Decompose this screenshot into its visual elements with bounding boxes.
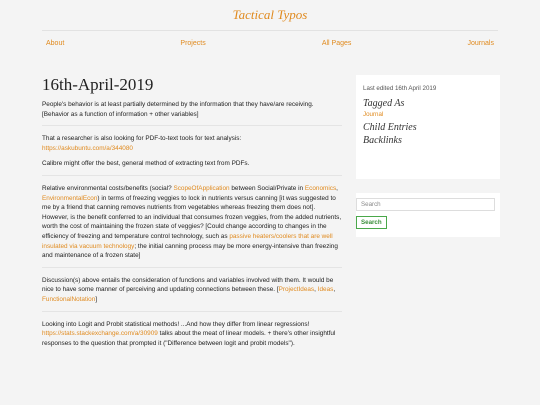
scope-of-application-link[interactable]: ScopeOfApplication	[173, 184, 230, 192]
economics-link[interactable]: Economics	[304, 184, 337, 192]
ideas-link[interactable]: Ideas	[317, 286, 334, 294]
nav-all-pages[interactable]: All Pages	[321, 40, 352, 47]
site-header	[0, 0, 540, 30]
paragraph-text: Discussion(s) above entails the consideration of functions and variables involved with them. It would be nice to have some manner of perceiving and updating connections between these. [	[42, 276, 334, 294]
entry-paragraph-environment	[42, 184, 342, 261]
paragraph-text: ,	[333, 286, 336, 294]
entry-divider	[42, 175, 342, 176]
nav-projects[interactable]: Projects	[180, 40, 206, 47]
paragraph-text: ) in terms of freezing veggies to lock in nutrients versus canning [it was suggested to me by a friend that canning removes nutrients from vegetables whereas freezing them does not]. However, is the benefit conferred to an individual that consumes frozen veggies, from the added nutrients, worth the cost of maintaining the frozen state of veggies? [Could change according to changes in the efficiency of freezing and temperature control technology, such as	[42, 194, 342, 240]
paragraph-text: talks about the meat of linear models. + there's other insightful responses to the question that prompted it ("Difference between logit and probit models").	[42, 330, 336, 347]
paragraph-text: ; the initial canning process may be more energy-intensive than freezing and maintenance of a frozen state]	[42, 242, 338, 260]
site-title[interactable]: Tactical Typos	[232, 7, 308, 22]
search-input[interactable]	[356, 198, 495, 211]
paragraph-text: ,	[314, 286, 318, 294]
nav-journals[interactable]: Journals	[467, 40, 494, 47]
page-info-card	[356, 75, 500, 179]
entry-paragraph-logit	[42, 320, 342, 349]
passive-heaters-link[interactable]: passive heaters/coolers that are well insulated via vacuum technology	[42, 232, 333, 250]
tag-journal-link[interactable]: Journal	[363, 111, 384, 118]
askubuntu-link[interactable]: https://askubuntu.com/a/344080	[42, 144, 133, 152]
search-button[interactable]: Search	[356, 216, 387, 229]
tagged-as-heading: Tagged As	[363, 98, 405, 109]
entry-paragraph-behavior: People's behavior is at least partially determined by the information that they have/are receiving. [Behavior as a function of information + other variables]	[42, 101, 314, 118]
paragraph-text: ,	[336, 184, 338, 192]
environmental-econ-link[interactable]: EnvironmentalEcon	[42, 194, 98, 202]
main-nav	[0, 40, 540, 60]
stackexchange-link[interactable]: https://stats.stackexchange.com/a/30909	[42, 330, 158, 338]
entry-divider	[42, 267, 342, 268]
entry-divider	[42, 311, 342, 312]
entry-paragraph-pdf	[42, 134, 342, 153]
functional-notation-link[interactable]: FunctionalNotation	[42, 295, 96, 303]
last-edited: Last edited 16th April 2019	[363, 85, 437, 92]
page-layout	[0, 75, 540, 354]
search-box	[356, 193, 500, 237]
page-title: 16th-April-2019	[42, 75, 154, 94]
nav-about[interactable]: About	[46, 40, 65, 47]
entry-paragraph-calibre: Calibre might offer the best, general method of extracting text from PDFs.	[42, 160, 250, 168]
paragraph-text: between Social/Private in	[229, 184, 305, 192]
project-ideas-link[interactable]: ProjectIdeas	[278, 286, 315, 294]
sidebar	[356, 75, 500, 354]
main-content	[42, 75, 342, 354]
paragraph-text: Relative environmental costs/benefits (social?	[42, 184, 174, 192]
header-divider	[42, 30, 498, 31]
entry-paragraph-discussion	[42, 276, 342, 305]
paragraph-text: That a researcher is also looking for PDF-to-text tools for text analysis:	[42, 135, 242, 143]
backlinks-heading: Backlinks	[363, 135, 402, 146]
entry-divider	[42, 125, 342, 126]
paragraph-text: Looking into Logit and Probit statistical methods! ...And how they differ from linear regressions!	[42, 320, 310, 328]
child-entries-heading: Child Entries	[363, 122, 417, 133]
paragraph-text: ]	[95, 295, 98, 303]
